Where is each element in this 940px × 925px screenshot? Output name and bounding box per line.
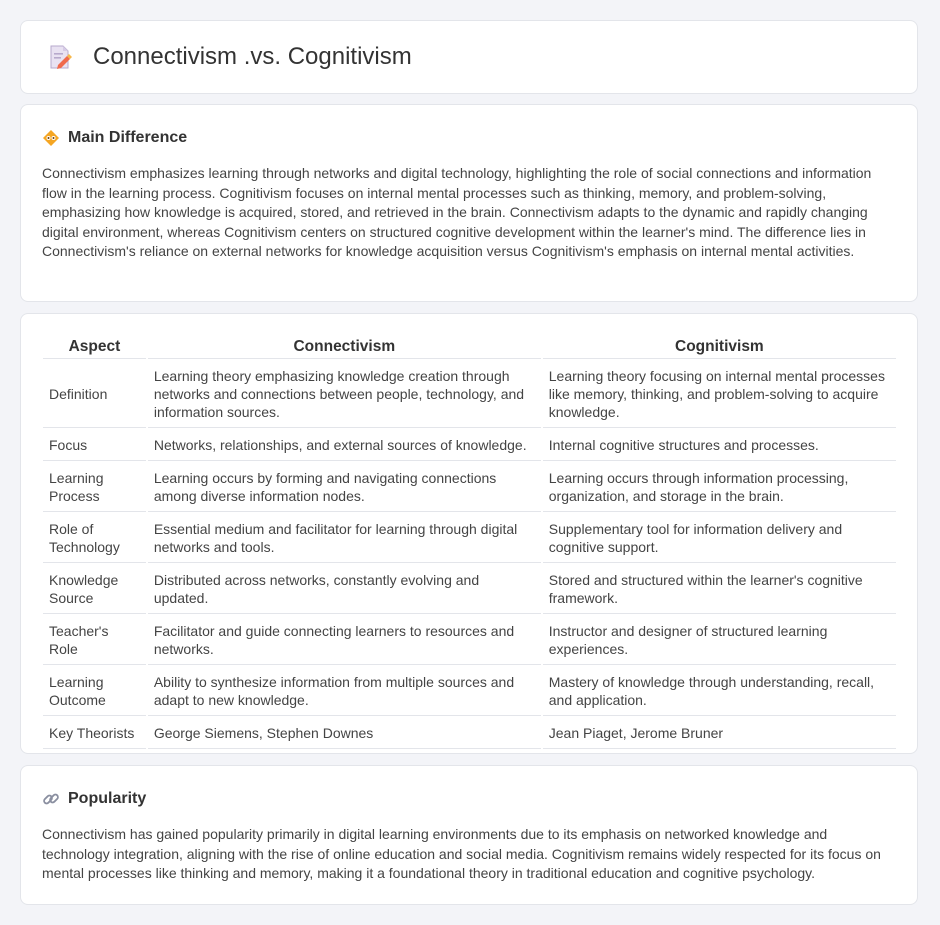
cognitivism-cell: Jean Piaget, Jerome Bruner bbox=[543, 716, 896, 749]
aspect-cell: Role of Technology bbox=[43, 512, 146, 563]
cognitivism-cell: Stored and structured within the learner's cognitive framework. bbox=[543, 563, 896, 614]
title-card bbox=[20, 20, 918, 94]
cognitivism-cell: Mastery of knowledge through understanding, recall, and application. bbox=[543, 665, 896, 716]
header-aspect: Aspect bbox=[43, 336, 146, 359]
table-row bbox=[43, 461, 896, 512]
connectivism-cell: Essential medium and facilitator for learning through digital networks and tools. bbox=[148, 512, 541, 563]
aspect-cell: Learning Process bbox=[43, 461, 146, 512]
brain-icon bbox=[42, 129, 60, 147]
comparison-card bbox=[20, 313, 918, 754]
table-row bbox=[43, 563, 896, 614]
cognitivism-cell: Internal cognitive structures and processes. bbox=[543, 428, 896, 461]
cognitivism-cell: Instructor and designer of structured learning experiences. bbox=[543, 614, 896, 665]
page-title: Connectivism .vs. Cognitivism bbox=[93, 43, 412, 70]
cognitivism-cell: Learning theory focusing on internal mental processes like memory, thinking, and problem-solving to acquire knowledge. bbox=[543, 359, 896, 428]
connectivism-cell: Learning occurs by forming and navigating connections among diverse information nodes. bbox=[148, 461, 541, 512]
table-row bbox=[43, 428, 896, 461]
aspect-cell: Definition bbox=[43, 359, 146, 428]
connectivism-cell: Facilitator and guide connecting learners to resources and networks. bbox=[148, 614, 541, 665]
main-difference-heading: Main Difference bbox=[68, 129, 188, 146]
aspect-cell: Focus bbox=[43, 428, 146, 461]
aspect-cell: Key Theorists bbox=[43, 716, 146, 749]
link-icon bbox=[42, 790, 60, 808]
popularity-card bbox=[20, 765, 918, 905]
connectivism-cell: Distributed across networks, constantly evolving and updated. bbox=[148, 563, 541, 614]
cognitivism-cell: Supplementary tool for information delivery and cognitive support. bbox=[543, 512, 896, 563]
table-row bbox=[43, 614, 896, 665]
aspect-cell: Teacher's Role bbox=[43, 614, 146, 665]
connectivism-cell: Learning theory emphasizing knowledge creation through networks and connections between people, technology, and information sources. bbox=[148, 359, 541, 428]
connectivism-cell: Ability to synthesize information from multiple sources and adapt to new knowledge. bbox=[148, 665, 541, 716]
cognitivism-cell: Learning occurs through information processing, organization, and storage in the brain. bbox=[543, 461, 896, 512]
comparison-table bbox=[41, 336, 898, 749]
main-difference-card bbox=[20, 104, 918, 302]
aspect-cell: Learning Outcome bbox=[43, 665, 146, 716]
popularity-text: Connectivism has gained popularity primarily in digital learning environments due to its emphasis on networked knowledge and technology integration, aligning with the rise of online education and social media. Cognitivism remains widely respected for its focus on mental processes like thinking and memory, making it a foundational theory in traditional education and cognitive psychology. bbox=[42, 826, 881, 881]
table-row bbox=[43, 716, 896, 749]
table-row bbox=[43, 512, 896, 563]
header-connectivism: Connectivism bbox=[148, 336, 541, 359]
aspect-cell: Knowledge Source bbox=[43, 563, 146, 614]
main-difference-text: Connectivism emphasizes learning through networks and digital technology, highlighting the role of social connections and information flow in the learning process. Cognitivism focuses on internal mental processes such as thinking, memory, and problem-solving, emphasizing how knowledge is acquired, stored, and retrieved in the brain. Connectivism adapts to the dynamic and rapidly changing digital environment, whereas Cognitivism centers on structured cognitive development within the learner's mind. The difference lies in Connectivism's reliance on external networks for knowledge acquisition versus Cognitivism's emphasis on internal mental activities. bbox=[42, 165, 872, 259]
popularity-heading: Popularity bbox=[68, 790, 147, 807]
table-row bbox=[43, 665, 896, 716]
connectivism-cell: Networks, relationships, and external sources of knowledge. bbox=[148, 428, 541, 461]
header-cognitivism: Cognitivism bbox=[543, 336, 896, 359]
table-row bbox=[43, 359, 896, 428]
table-header-row bbox=[43, 336, 896, 359]
document-edit-icon bbox=[47, 44, 73, 70]
connectivism-cell: George Siemens, Stephen Downes bbox=[148, 716, 541, 749]
